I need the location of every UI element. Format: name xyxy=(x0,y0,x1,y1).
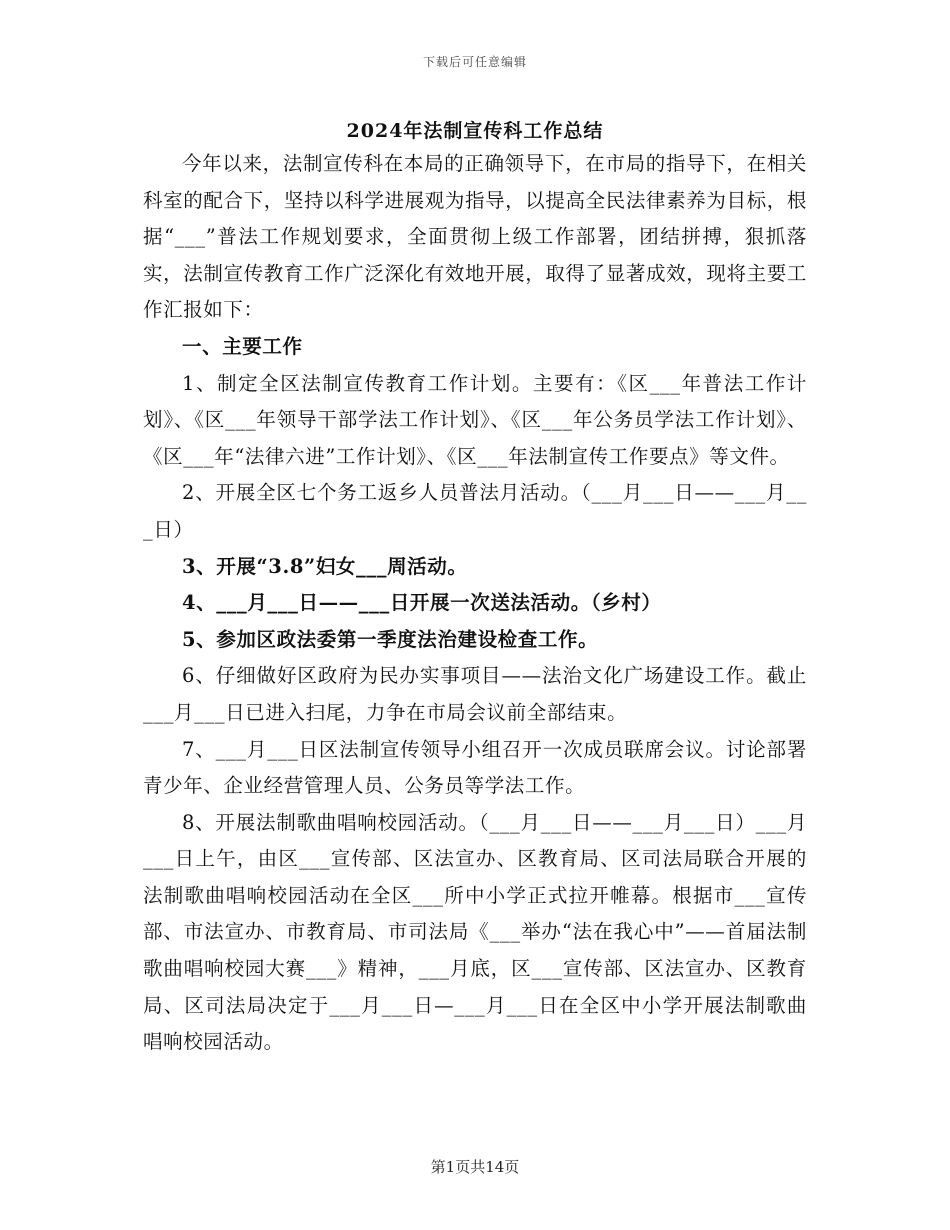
list-item-2: 2、开展全区七个务工返乡人员普法月活动。（___月___日——___月___日） xyxy=(143,481,807,541)
page-header-note: 下载后可任意编辑 xyxy=(422,55,527,69)
document-title: 2024年法制宣传科工作总结 xyxy=(346,120,604,142)
list-item-7: 7、___月___日区法制宣传领导小组召开一次成员联席会议。讨论部署青少年、企业经营管理人员、公务员等学法工作。 xyxy=(143,737,807,798)
intro-paragraph: 今年以来，法制宣传科在本局的正确领导下，在市局的指导下，在相关科室的配合下，坚持以科学进展观为指导，以提高全民法律素养为目标，根据“___”普法工作规划要求，全面贯彻上级工作部署，团结拼搏，狠抓落实，法制宣传教育工作广泛深化有效地开展，取得了显著成效，现将主要工作汇报如下： xyxy=(143,152,807,322)
list-item-3: 3、开展“3.8”妇女___周活动。 xyxy=(182,554,468,578)
list-item-1: 1、制定全区法制宣传教育工作计划。主要有：《区___年普法工作计划》、《区___年领导干部学法工作计划》、《区___年公务员学法工作计划》、《区___年“法律六进”工作计划》、《区___年法制宣传工作要点》等文件。 xyxy=(143,371,807,468)
document-body xyxy=(143,146,807,1061)
list-item-6: 6、仔细做好区政府为民办实事项目——法治文化广场建设工作。截止___月___日已进入扫尾，力争在市局会议前全部结束。 xyxy=(143,664,807,724)
list-item-8: 8、开展法制歌曲唱响校园活动。（___月___日——___月___日）___月___日上午，由区___宣传部、区法宣办、区教育局、区司法局联合开展的法制歌曲唱响校园活动在全区___所中小学正式拉开帷幕。根据市___宣传部、市法宣办、市教育局、市司法局《___举办“法在我心中”——首届法制歌曲唱响校园大赛___》精神，___月底，区___宣传部、区法宣办、区教育局、区司法局决定于___月___日—___月___日在全区中小学开展法制歌曲唱响校园活动。 xyxy=(143,810,807,1054)
section-heading-main-work: 一、主要工作 xyxy=(182,334,303,358)
page-footer-page-number: 第1页共14页 xyxy=(430,1158,520,1176)
list-item-5: 5、参加区政法委第一季度法治建设检查工作。 xyxy=(182,627,599,651)
list-item-4: 4、___月___日——___日开展一次送法活动。（乡村） xyxy=(182,591,662,615)
